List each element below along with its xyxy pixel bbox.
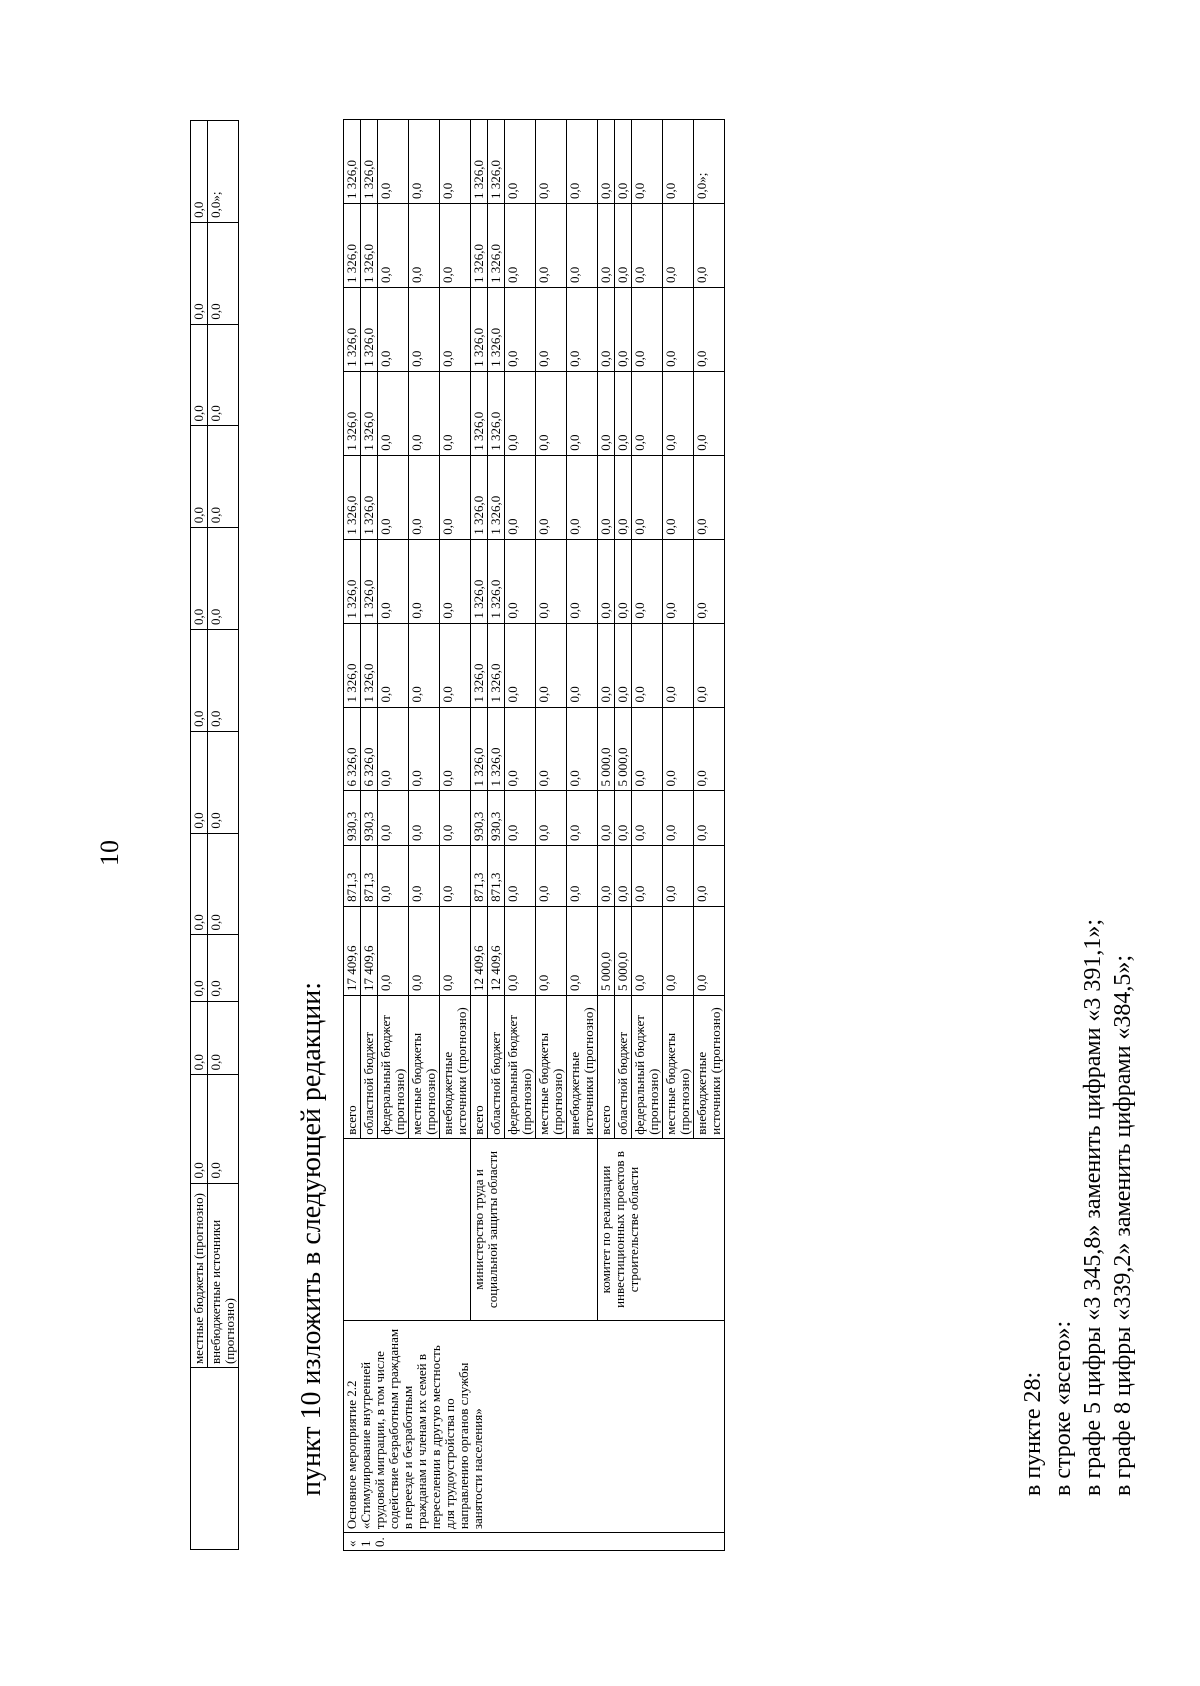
value-cell: 0,0: [598, 455, 615, 539]
table-row: [191, 121, 208, 1550]
value-cell: 0,0: [615, 791, 632, 846]
value-cell: 0,0: [440, 539, 471, 623]
value-cell: 0,0: [505, 204, 536, 288]
value-cell: 0,0: [567, 120, 598, 204]
value-cell: 0,0: [663, 455, 694, 539]
funding-source-cell: внебюджетные источники (прогнозно): [440, 996, 471, 1139]
value-cell: 0,0: [663, 906, 694, 995]
value-cell: 1 326,0: [488, 539, 505, 623]
value-cell: 0,0»;: [694, 120, 725, 204]
value-cell: 0,0: [632, 287, 663, 371]
value-cell: 6 326,0: [344, 707, 361, 791]
value-cell: 0,0: [536, 707, 567, 791]
section-heading: пункт 10 изложить в следующей редакции:: [296, 982, 327, 1496]
value-cell: 0,0: [191, 324, 208, 426]
value-cell: 1 326,0: [471, 539, 488, 623]
value-cell: 1 326,0: [471, 707, 488, 791]
value-cell: 17 409,6: [361, 906, 378, 995]
value-cell: 0,0: [536, 623, 567, 707]
value-cell: 0,0: [208, 630, 239, 732]
value-cell: 1 326,0: [471, 623, 488, 707]
value-cell: 0,0: [694, 623, 725, 707]
table-row: [344, 120, 361, 1551]
value-cell: 0,0: [615, 846, 632, 907]
value-cell: 0,0: [536, 906, 567, 995]
value-cell: 0,0: [598, 846, 615, 907]
value-cell: 1 326,0: [361, 539, 378, 623]
value-cell: 0,0: [378, 791, 409, 846]
value-cell: 1 326,0: [361, 371, 378, 455]
value-cell: 0,0: [694, 906, 725, 995]
value-cell: 0,0: [409, 791, 440, 846]
value-cell: 0,0: [440, 287, 471, 371]
page-number: 10: [95, 840, 124, 866]
instruction-line: в строке «всего»:: [1050, 1320, 1076, 1496]
value-cell: 0,0: [191, 121, 208, 223]
value-cell: 0,0: [598, 371, 615, 455]
executor-cell: комитет по реализации инвестиционных проектов в строительстве области: [598, 1138, 725, 1321]
value-cell: 0,0: [208, 324, 239, 426]
funding-source-cell: всего: [471, 996, 488, 1139]
funding-source-cell: областной бюджет: [361, 996, 378, 1139]
value-cell: 0,0: [440, 371, 471, 455]
value-cell: 1 326,0: [361, 455, 378, 539]
value-cell: 0,0: [663, 846, 694, 907]
main-table: [343, 119, 725, 1551]
value-cell: 0,0: [409, 204, 440, 288]
value-cell: 1 326,0: [361, 287, 378, 371]
value-cell: 0,0: [567, 906, 598, 995]
value-cell: 930,3: [471, 791, 488, 846]
value-cell: 1 326,0: [471, 287, 488, 371]
value-cell: 0,0: [409, 623, 440, 707]
value-cell: 0,0: [536, 846, 567, 907]
value-cell: 0,0: [567, 455, 598, 539]
value-cell: 0,0: [615, 455, 632, 539]
value-cell: 0,0: [694, 287, 725, 371]
value-cell: 0,0: [615, 287, 632, 371]
value-cell: 0,0: [632, 120, 663, 204]
value-cell: 0,0: [598, 287, 615, 371]
value-cell: 0,0: [191, 630, 208, 732]
value-cell: 0,0: [567, 204, 598, 288]
value-cell: 0,0»;: [208, 121, 239, 223]
executor-cell: министерство труда и социальной защиты области: [471, 1138, 598, 1321]
executor-cell: [344, 1138, 471, 1321]
value-cell: 1 326,0: [344, 204, 361, 288]
value-cell: 0,0: [632, 791, 663, 846]
value-cell: 0,0: [440, 455, 471, 539]
value-cell: 871,3: [344, 846, 361, 907]
empty-cell: [191, 1368, 239, 1550]
funding-source-cell: внебюджетные источники (прогнозно): [208, 1183, 239, 1368]
value-cell: 0,0: [191, 1075, 208, 1183]
value-cell: 1 326,0: [488, 455, 505, 539]
value-cell: 0,0: [378, 539, 409, 623]
value-cell: 1 326,0: [471, 371, 488, 455]
value-cell: 0,0: [536, 204, 567, 288]
value-cell: 0,0: [440, 204, 471, 288]
value-cell: 0,0: [567, 287, 598, 371]
value-cell: 1 326,0: [471, 455, 488, 539]
value-cell: 0,0: [208, 1001, 239, 1075]
funding-source-cell: внебюджетные источники (прогнозно): [694, 996, 725, 1139]
funding-source-cell: местные бюджеты (прогнозно): [409, 996, 440, 1139]
value-cell: 0,0: [378, 371, 409, 455]
value-cell: 0,0: [694, 455, 725, 539]
value-cell: 0,0: [632, 204, 663, 288]
value-cell: 0,0: [615, 371, 632, 455]
value-cell: 0,0: [694, 539, 725, 623]
value-cell: 0,0: [663, 791, 694, 846]
top-table-fragment: [190, 120, 239, 1550]
value-cell: 0,0: [505, 623, 536, 707]
value-cell: 0,0: [378, 707, 409, 791]
value-cell: 0,0: [409, 120, 440, 204]
value-cell: 5 000,0: [598, 707, 615, 791]
value-cell: 0,0: [536, 287, 567, 371]
value-cell: 0,0: [536, 120, 567, 204]
value-cell: 0,0: [663, 120, 694, 204]
value-cell: 0,0: [440, 846, 471, 907]
value-cell: 0,0: [567, 707, 598, 791]
value-cell: 0,0: [632, 455, 663, 539]
value-cell: 0,0: [567, 371, 598, 455]
value-cell: 0,0: [598, 539, 615, 623]
value-cell: 0,0: [632, 371, 663, 455]
value-cell: 0,0: [632, 539, 663, 623]
value-cell: 0,0: [505, 906, 536, 995]
value-cell: 0,0: [378, 204, 409, 288]
value-cell: 0,0: [208, 528, 239, 630]
value-cell: 6 326,0: [361, 707, 378, 791]
value-cell: 0,0: [191, 222, 208, 324]
value-cell: 0,0: [440, 120, 471, 204]
value-cell: 0,0: [567, 846, 598, 907]
value-cell: 0,0: [378, 120, 409, 204]
value-cell: 0,0: [567, 539, 598, 623]
value-cell: 1 326,0: [488, 204, 505, 288]
value-cell: 0,0: [505, 455, 536, 539]
value-cell: 0,0: [409, 539, 440, 623]
value-cell: 0,0: [505, 371, 536, 455]
value-cell: 1 326,0: [344, 371, 361, 455]
value-cell: 0,0: [663, 623, 694, 707]
value-cell: 871,3: [471, 846, 488, 907]
value-cell: 0,0: [208, 833, 239, 935]
value-cell: 871,3: [361, 846, 378, 907]
value-cell: 0,0: [191, 528, 208, 630]
value-cell: 1 326,0: [488, 623, 505, 707]
value-cell: 1 326,0: [488, 287, 505, 371]
value-cell: 0,0: [632, 623, 663, 707]
value-cell: 0,0: [409, 846, 440, 907]
value-cell: 1 326,0: [471, 120, 488, 204]
value-cell: 1 326,0: [344, 623, 361, 707]
funding-source-cell: федеральный бюджет (прогнозно): [632, 996, 663, 1139]
value-cell: 0,0: [378, 623, 409, 707]
value-cell: 0,0: [536, 455, 567, 539]
value-cell: 0,0: [663, 707, 694, 791]
value-cell: 0,0: [191, 833, 208, 935]
table-row: [208, 121, 239, 1550]
funding-source-cell: областной бюджет: [488, 996, 505, 1139]
instruction-line: в пункте 28:: [1020, 1371, 1046, 1496]
value-cell: 0,0: [208, 935, 239, 1001]
value-cell: 5 000,0: [615, 906, 632, 995]
value-cell: 1 326,0: [344, 287, 361, 371]
value-cell: 0,0: [440, 707, 471, 791]
value-cell: 0,0: [694, 204, 725, 288]
row-number-cell: «10.: [344, 1533, 725, 1551]
value-cell: 1 326,0: [361, 623, 378, 707]
value-cell: 1 326,0: [361, 204, 378, 288]
value-cell: 871,3: [488, 846, 505, 907]
value-cell: 0,0: [536, 371, 567, 455]
funding-source-cell: всего: [598, 996, 615, 1139]
value-cell: 0,0: [378, 906, 409, 995]
value-cell: 0,0: [208, 1075, 239, 1183]
value-cell: 0,0: [663, 371, 694, 455]
value-cell: 1 326,0: [488, 371, 505, 455]
value-cell: 0,0: [409, 906, 440, 995]
value-cell: 0,0: [191, 426, 208, 528]
value-cell: 0,0: [615, 204, 632, 288]
funding-source-cell: местные бюджеты (прогнозно): [663, 996, 694, 1139]
value-cell: 0,0: [598, 120, 615, 204]
value-cell: 0,0: [615, 539, 632, 623]
value-cell: 0,0: [505, 287, 536, 371]
value-cell: 0,0: [663, 204, 694, 288]
value-cell: 0,0: [378, 287, 409, 371]
value-cell: 930,3: [361, 791, 378, 846]
value-cell: 0,0: [409, 371, 440, 455]
value-cell: 1 326,0: [361, 120, 378, 204]
value-cell: 1 326,0: [344, 455, 361, 539]
value-cell: 0,0: [536, 791, 567, 846]
value-cell: 5 000,0: [615, 707, 632, 791]
value-cell: 0,0: [440, 906, 471, 995]
value-cell: 0,0: [598, 204, 615, 288]
value-cell: 17 409,6: [344, 906, 361, 995]
value-cell: 0,0: [505, 539, 536, 623]
value-cell: 0,0: [505, 707, 536, 791]
value-cell: 0,0: [440, 623, 471, 707]
value-cell: 0,0: [191, 935, 208, 1001]
instruction-line: в графе 8 цифры «339,2» заменить цифрами «384,5»;: [1110, 954, 1136, 1496]
value-cell: 1 326,0: [344, 120, 361, 204]
value-cell: 0,0: [505, 791, 536, 846]
value-cell: 0,0: [440, 791, 471, 846]
value-cell: 0,0: [208, 426, 239, 528]
value-cell: 930,3: [488, 791, 505, 846]
value-cell: 0,0: [191, 731, 208, 833]
instructions: [1018, 919, 1138, 1496]
value-cell: 0,0: [632, 846, 663, 907]
value-cell: 5 000,0: [598, 906, 615, 995]
value-cell: 1 326,0: [344, 539, 361, 623]
funding-source-cell: внебюджетные источники (прогнозно): [567, 996, 598, 1139]
value-cell: 0,0: [378, 455, 409, 539]
value-cell: 1 326,0: [488, 120, 505, 204]
funding-source-cell: федеральный бюджет (прогнозно): [505, 996, 536, 1139]
value-cell: 0,0: [694, 791, 725, 846]
value-cell: 0,0: [191, 1001, 208, 1075]
value-cell: 0,0: [208, 731, 239, 833]
value-cell: 0,0: [598, 623, 615, 707]
funding-source-cell: федеральный бюджет (прогнозно): [378, 996, 409, 1139]
value-cell: 0,0: [505, 120, 536, 204]
funding-source-cell: всего: [344, 996, 361, 1139]
value-cell: 0,0: [694, 371, 725, 455]
value-cell: 0,0: [663, 539, 694, 623]
value-cell: 0,0: [615, 120, 632, 204]
value-cell: 0,0: [663, 287, 694, 371]
value-cell: 1 326,0: [471, 204, 488, 288]
value-cell: 0,0: [208, 222, 239, 324]
value-cell: 0,0: [409, 707, 440, 791]
value-cell: 0,0: [409, 455, 440, 539]
instruction-line: в графе 5 цифры «3 345,8» заменить цифрами «3 391,1»;: [1080, 918, 1106, 1496]
value-cell: 12 409,6: [471, 906, 488, 995]
value-cell: 0,0: [409, 287, 440, 371]
value-cell: 1 326,0: [488, 707, 505, 791]
value-cell: 0,0: [378, 846, 409, 907]
value-cell: 0,0: [505, 846, 536, 907]
funding-source-cell: областной бюджет: [615, 996, 632, 1139]
funding-source-cell: местные бюджеты (прогнозно): [191, 1183, 208, 1368]
funding-source-cell: местные бюджеты (прогнозно): [536, 996, 567, 1139]
value-cell: 0,0: [567, 791, 598, 846]
value-cell: 0,0: [632, 906, 663, 995]
value-cell: 0,0: [567, 623, 598, 707]
value-cell: 930,3: [344, 791, 361, 846]
value-cell: 0,0: [632, 707, 663, 791]
value-cell: 0,0: [598, 791, 615, 846]
value-cell: 12 409,6: [488, 906, 505, 995]
value-cell: 0,0: [615, 623, 632, 707]
value-cell: 0,0: [536, 539, 567, 623]
activity-name-cell: Основное мероприятие 2.2 «Стимулирование внутренней трудовой миграции, в том числе содействие безработным гражданам в переезде и безработным гражданам и членам их семей в переселении в другую местность для трудоустройства по направлению органов службы занятости населения»: [344, 1321, 725, 1533]
value-cell: 0,0: [694, 707, 725, 791]
value-cell: 0,0: [694, 846, 725, 907]
